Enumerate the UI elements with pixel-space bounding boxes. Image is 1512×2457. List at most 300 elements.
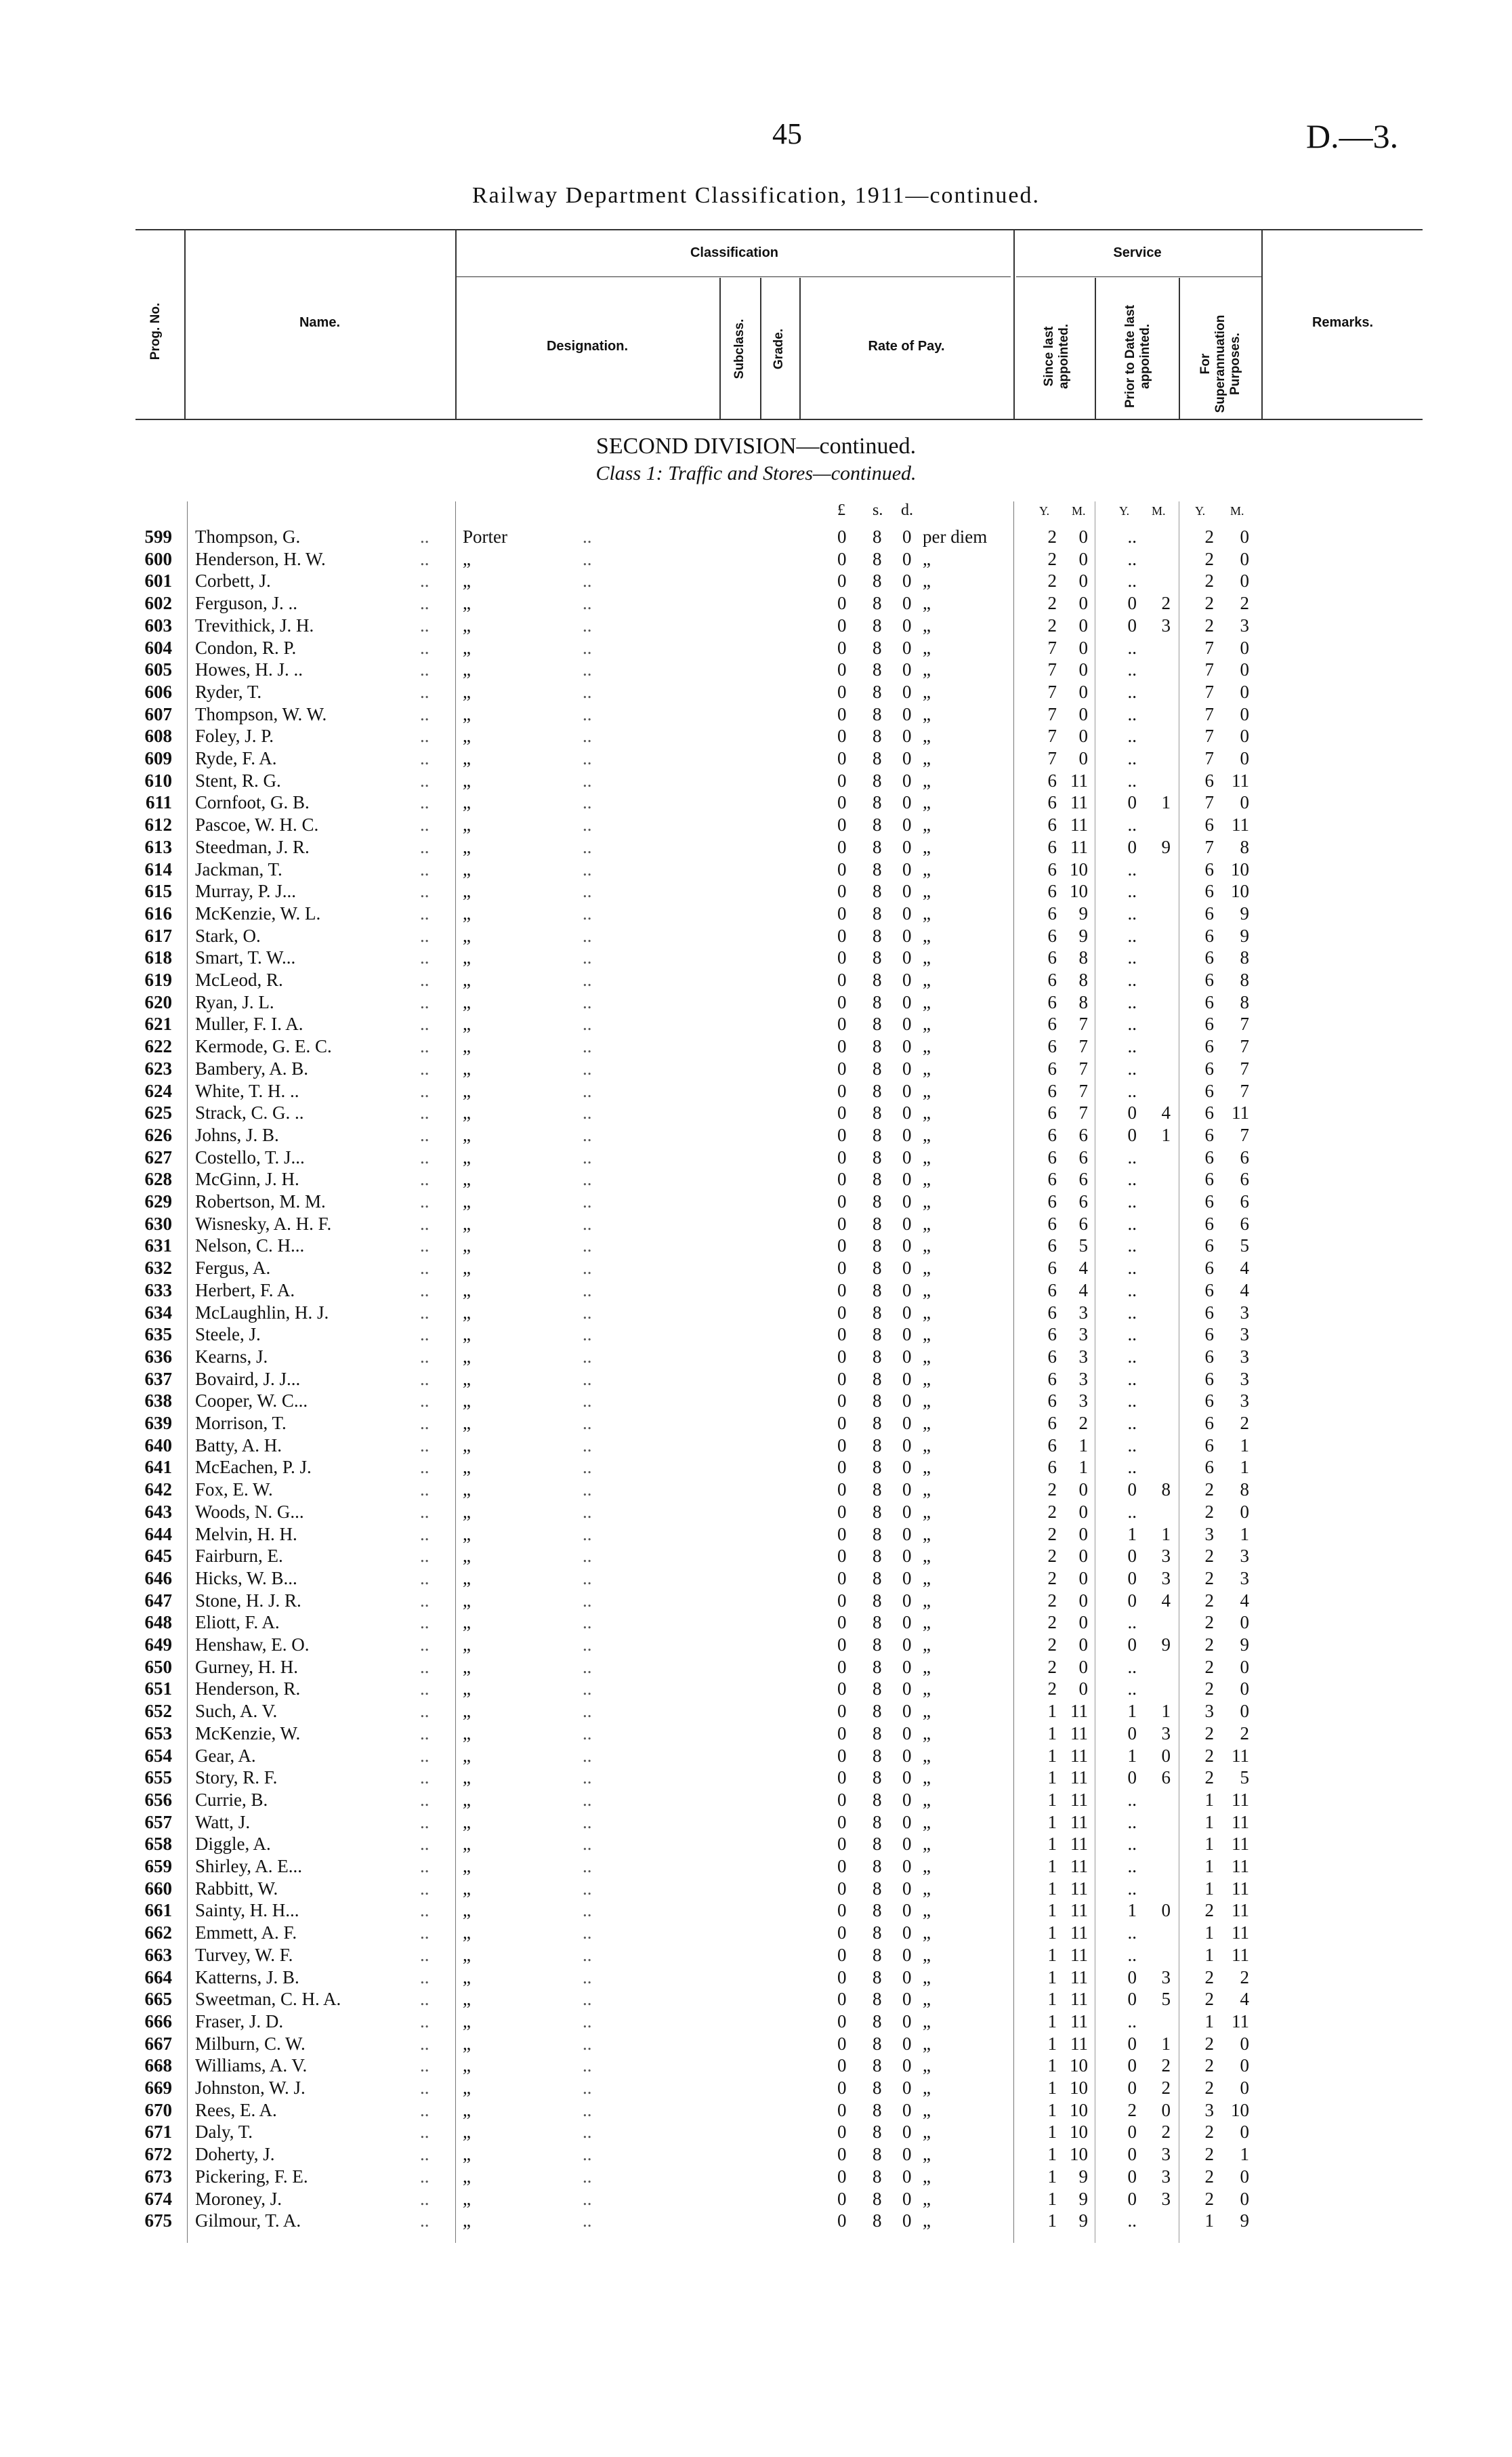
employee-name: Henderson, H. W. — [195, 548, 326, 569]
rate-pounds: 0 — [837, 1590, 847, 1611]
dot-leader: .. — [420, 1678, 429, 1699]
rate-pounds: 0 — [837, 2055, 847, 2076]
prog-number: 674 — [144, 2188, 172, 2209]
super-years: 7 — [1204, 681, 1214, 702]
rate-pounds: 0 — [837, 1058, 847, 1079]
prog-number: 643 — [144, 1501, 172, 1522]
designation: „ — [463, 1966, 471, 1987]
designation: „ — [463, 1258, 471, 1279]
table-row — [0, 747, 1512, 770]
prog-number: 604 — [144, 637, 172, 658]
rate-period: „ — [923, 1213, 931, 1234]
designation: „ — [463, 1856, 471, 1876]
rate-pounds: 0 — [837, 1014, 847, 1035]
rate-period: „ — [923, 836, 931, 857]
prior-years: .. — [1127, 1834, 1137, 1855]
employee-name: McLeod, R. — [195, 970, 283, 990]
rate-shillings: 8 — [873, 2188, 882, 2209]
super-months: 9 — [1240, 2210, 1249, 2231]
rate-period: „ — [923, 1900, 931, 1921]
rate-period: „ — [923, 1169, 931, 1190]
super-years: 7 — [1204, 703, 1214, 724]
since-months: 1 — [1078, 1457, 1088, 1478]
rate-pounds: 0 — [837, 2010, 847, 2031]
dot-leader: .. — [420, 1346, 429, 1367]
table-row — [0, 1080, 1512, 1102]
table-row — [0, 1235, 1512, 1257]
dot-leader: .. — [420, 925, 429, 946]
super-years: 2 — [1204, 1612, 1214, 1633]
rate-pence: 0 — [902, 1235, 912, 1256]
super-months: 2 — [1240, 1722, 1249, 1743]
rate-period: „ — [923, 1036, 931, 1057]
rate-period: „ — [923, 1789, 931, 1810]
employee-name: Gear, A. — [195, 1745, 256, 1766]
designation: „ — [463, 1722, 471, 1743]
rate-pence: 0 — [902, 1302, 912, 1323]
prog-number: 623 — [144, 1058, 172, 1079]
since-months: 6 — [1078, 1213, 1088, 1234]
dot-leader: .. — [583, 548, 592, 569]
since-years: 6 — [1047, 1390, 1057, 1411]
since-months: 8 — [1078, 970, 1088, 990]
prior-years: 0 — [1127, 1634, 1137, 1655]
prog-number: 634 — [144, 1302, 172, 1323]
col-classification: Classification — [690, 245, 779, 260]
rate-pence: 0 — [902, 1479, 912, 1500]
dot-leader: .. — [583, 726, 592, 747]
rate-period: „ — [923, 1701, 931, 1722]
prior-months: 2 — [1161, 593, 1171, 614]
super-months: 0 — [1240, 703, 1249, 724]
since-months: 10 — [1070, 2099, 1088, 2120]
rate-period: „ — [923, 1058, 931, 1079]
employee-name: McLaughlin, H. J. — [195, 1302, 329, 1323]
rate-pence: 0 — [902, 659, 912, 680]
since-months: 6 — [1078, 1147, 1088, 1168]
rate-pence: 0 — [902, 1058, 912, 1079]
table-row — [0, 1390, 1512, 1412]
table-row — [0, 1434, 1512, 1457]
rate-pounds: 0 — [837, 1745, 847, 1766]
super-years: 6 — [1204, 881, 1214, 902]
super-months: 3 — [1240, 1302, 1249, 1323]
super-months: 11 — [1232, 1789, 1249, 1810]
super-years: 7 — [1204, 792, 1214, 813]
rate-pounds: 0 — [837, 1523, 847, 1544]
super-months: 0 — [1240, 792, 1249, 813]
rate-shillings: 8 — [873, 571, 882, 592]
dot-leader: .. — [420, 1147, 429, 1168]
dot-leader: .. — [420, 1014, 429, 1035]
dot-leader: .. — [420, 593, 429, 614]
dot-leader: .. — [583, 903, 592, 924]
since-months: 0 — [1078, 1546, 1088, 1567]
since-months: 0 — [1078, 1678, 1088, 1699]
super-months: 7 — [1240, 1080, 1249, 1101]
super-years: 3 — [1204, 2099, 1214, 2120]
dot-leader: .. — [420, 1324, 429, 1345]
super-months: 0 — [1240, 571, 1249, 592]
rate-shillings: 8 — [873, 1213, 882, 1234]
since-years: 2 — [1047, 1546, 1057, 1567]
rate-period: „ — [923, 1324, 931, 1345]
table-row — [0, 2010, 1512, 2033]
rate-period: „ — [923, 1811, 931, 1832]
prior-months: 9 — [1161, 1634, 1171, 1655]
prog-number: 669 — [144, 2078, 172, 2098]
dot-leader: .. — [420, 903, 429, 924]
super-months: 11 — [1232, 1811, 1249, 1832]
designation: „ — [463, 1169, 471, 1190]
designation: „ — [463, 1834, 471, 1855]
prog-number: 609 — [144, 748, 172, 768]
employee-name: Such, A. V. — [195, 1701, 278, 1722]
dot-leader: .. — [583, 1191, 592, 1212]
rate-shillings: 8 — [873, 1656, 882, 1677]
since-years: 1 — [1047, 1722, 1057, 1743]
prior-months: 0 — [1161, 2099, 1171, 2120]
table-row — [0, 1855, 1512, 1878]
rate-pence: 0 — [902, 1567, 912, 1588]
super-years: 6 — [1204, 970, 1214, 990]
employee-name: Pascoe, W. H. C. — [195, 814, 319, 835]
table-row — [0, 770, 1512, 792]
employee-name: Thompson, W. W. — [195, 703, 327, 724]
since-years: 6 — [1047, 1014, 1057, 1035]
since-months: 11 — [1070, 814, 1088, 835]
prog-number: 638 — [144, 1390, 172, 1411]
rate-pounds: 0 — [837, 2166, 847, 2187]
rate-pounds: 0 — [837, 792, 847, 813]
table-row — [0, 1944, 1512, 1966]
dot-leader: .. — [420, 836, 429, 857]
rate-pounds: 0 — [837, 1789, 847, 1810]
rate-period: „ — [923, 1634, 931, 1655]
since-years: 1 — [1047, 2210, 1057, 2231]
prior-years: 0 — [1127, 2144, 1137, 2165]
dot-leader: .. — [420, 548, 429, 569]
prior-years: .. — [1127, 859, 1137, 880]
super-years: 6 — [1204, 1324, 1214, 1345]
rate-shillings: 8 — [873, 726, 882, 747]
dot-leader: .. — [420, 637, 429, 658]
since-months: 3 — [1078, 1324, 1088, 1345]
super-years: 6 — [1204, 1457, 1214, 1478]
rate-shillings: 8 — [873, 1014, 882, 1035]
rate-pounds: 0 — [837, 1390, 847, 1411]
dot-leader: .. — [583, 1678, 592, 1699]
dot-leader: .. — [420, 970, 429, 990]
rate-pence: 0 — [902, 1169, 912, 1190]
rate-pence: 0 — [902, 1767, 912, 1788]
dot-leader: .. — [583, 1722, 592, 1743]
rate-period: „ — [923, 1279, 931, 1300]
prog-number: 645 — [144, 1546, 172, 1567]
prog-number: 631 — [144, 1235, 172, 1256]
prior-years: .. — [1127, 881, 1137, 902]
dot-leader: .. — [420, 991, 429, 1012]
dot-leader: .. — [583, 659, 592, 680]
rate-pounds: 0 — [837, 593, 847, 614]
rate-period: „ — [923, 2078, 931, 2098]
table-row — [0, 1058, 1512, 1080]
since-years: 2 — [1047, 1678, 1057, 1699]
since-months: 0 — [1078, 1479, 1088, 1500]
prior-years: .. — [1127, 770, 1137, 791]
prior-years: .. — [1127, 1856, 1137, 1876]
dot-leader: .. — [420, 1258, 429, 1279]
super-years: 6 — [1204, 947, 1214, 968]
super-years: 6 — [1204, 1346, 1214, 1367]
prog-number: 628 — [144, 1169, 172, 1190]
rate-shillings: 8 — [873, 1878, 882, 1899]
prior-years: .. — [1127, 925, 1137, 946]
prior-months: 2 — [1161, 2078, 1171, 2098]
since-months: 0 — [1078, 1612, 1088, 1633]
super-months: 7 — [1240, 1124, 1249, 1145]
since-years: 1 — [1047, 1701, 1057, 1722]
employee-name: Shirley, A. E... — [195, 1856, 302, 1876]
employee-name: Murray, P. J... — [195, 881, 297, 902]
dot-leader: .. — [420, 1390, 429, 1411]
rate-shillings: 8 — [873, 1501, 882, 1522]
designation: „ — [463, 1235, 471, 1256]
since-months: 0 — [1078, 726, 1088, 747]
prog-number: 615 — [144, 881, 172, 902]
unit-prior-m: M. — [1152, 504, 1166, 518]
designation: „ — [463, 1900, 471, 1921]
super-years: 2 — [1204, 1745, 1214, 1766]
since-months: 5 — [1078, 1235, 1088, 1256]
since-years: 6 — [1047, 1169, 1057, 1190]
since-months: 11 — [1070, 1856, 1088, 1876]
super-months: 11 — [1232, 1856, 1249, 1876]
rate-pence: 0 — [902, 1989, 912, 2010]
prior-years: .. — [1127, 1169, 1137, 1190]
prog-number: 659 — [144, 1856, 172, 1876]
super-years: 2 — [1204, 1900, 1214, 1921]
super-years: 6 — [1204, 1390, 1214, 1411]
rate-shillings: 8 — [873, 1900, 882, 1921]
employee-name: Ryde, F. A. — [195, 748, 277, 768]
designation: „ — [463, 571, 471, 592]
super-months: 3 — [1240, 1390, 1249, 1411]
prior-months: 3 — [1161, 2166, 1171, 2187]
prog-number: 620 — [144, 991, 172, 1012]
prior-years: 0 — [1127, 1546, 1137, 1567]
prior-years: .. — [1127, 1434, 1137, 1455]
prog-number: 637 — [144, 1368, 172, 1389]
page-number: 45 — [772, 117, 802, 150]
designation: „ — [463, 1213, 471, 1234]
rate-pence: 0 — [902, 1258, 912, 1279]
col-designation: Designation. — [546, 339, 628, 354]
prog-number: 605 — [144, 659, 172, 680]
dot-leader: .. — [420, 1900, 429, 1921]
prior-months: 5 — [1161, 1989, 1171, 2010]
rate-pence: 0 — [902, 703, 912, 724]
since-months: 9 — [1078, 2210, 1088, 2231]
rate-pounds: 0 — [837, 1722, 847, 1743]
designation: „ — [463, 859, 471, 880]
super-years: 1 — [1204, 1878, 1214, 1899]
rate-shillings: 8 — [873, 770, 882, 791]
prior-years: 0 — [1127, 1102, 1137, 1123]
super-years: 6 — [1204, 1124, 1214, 1145]
table-row — [0, 1988, 1512, 2010]
rate-period: „ — [923, 947, 931, 968]
since-years: 1 — [1047, 1834, 1057, 1855]
dot-leader: .. — [583, 1279, 592, 1300]
employee-name: Milburn, C. W. — [195, 2033, 306, 2054]
prog-number: 662 — [144, 1922, 172, 1943]
super-months: 11 — [1232, 1834, 1249, 1855]
since-years: 2 — [1047, 571, 1057, 592]
prior-years: .. — [1127, 1147, 1137, 1168]
prog-number: 625 — [144, 1102, 172, 1123]
rate-pounds: 0 — [837, 1302, 847, 1323]
designation: „ — [463, 1102, 471, 1123]
employee-name: McKenzie, W. L. — [195, 903, 321, 924]
super-months: 11 — [1232, 1102, 1249, 1123]
rate-period: „ — [923, 2055, 931, 2076]
since-months: 0 — [1078, 1590, 1088, 1611]
rate-period: „ — [923, 1147, 931, 1168]
since-months: 8 — [1078, 991, 1088, 1012]
rate-shillings: 8 — [873, 681, 882, 702]
super-years: 6 — [1204, 1191, 1214, 1212]
employee-name: Condon, R. P. — [195, 637, 297, 658]
prog-number: 644 — [144, 1523, 172, 1544]
designation: „ — [463, 2033, 471, 2054]
super-months: 11 — [1232, 814, 1249, 835]
dot-leader: .. — [583, 1479, 592, 1500]
rate-pounds: 0 — [837, 1900, 847, 1921]
dot-leader: .. — [420, 947, 429, 968]
rate-shillings: 8 — [873, 1479, 882, 1500]
dot-leader: .. — [583, 1567, 592, 1588]
dot-leader: .. — [420, 1036, 429, 1057]
since-months: 11 — [1070, 836, 1088, 857]
rate-pounds: 0 — [837, 1124, 847, 1145]
employee-name: Morrison, T. — [195, 1413, 287, 1433]
super-months: 9 — [1240, 925, 1249, 946]
class-heading: Class 1: Traffic and Stores—continued. — [595, 462, 917, 484]
prior-years: .. — [1127, 1346, 1137, 1367]
super-months: 0 — [1240, 748, 1249, 768]
dot-leader: .. — [420, 1279, 429, 1300]
dot-leader: .. — [583, 2188, 592, 2209]
since-years: 6 — [1047, 1258, 1057, 1279]
since-years: 2 — [1047, 1612, 1057, 1633]
rate-shillings: 8 — [873, 1634, 882, 1655]
prior-years: .. — [1127, 1789, 1137, 1810]
dot-leader: .. — [583, 1368, 592, 1389]
rate-pounds: 0 — [837, 1634, 847, 1655]
rate-period: „ — [923, 925, 931, 946]
rate-pence: 0 — [902, 615, 912, 636]
since-years: 6 — [1047, 814, 1057, 835]
dot-leader: .. — [420, 1722, 429, 1743]
rate-pounds: 0 — [837, 2078, 847, 2098]
rate-period: „ — [923, 2033, 931, 2054]
rate-period: „ — [923, 1235, 931, 1256]
designation: „ — [463, 1479, 471, 1500]
since-months: 11 — [1070, 792, 1088, 813]
since-months: 11 — [1070, 1900, 1088, 1921]
employee-name: Hicks, W. B... — [195, 1567, 297, 1588]
table-row — [0, 1700, 1512, 1722]
dot-leader: .. — [583, 571, 592, 592]
rate-pence: 0 — [902, 2099, 912, 2120]
employee-name: Steedman, J. R. — [195, 836, 310, 857]
dot-leader: .. — [583, 2210, 592, 2231]
rate-period: „ — [923, 637, 931, 658]
dot-leader: .. — [420, 1457, 429, 1478]
employee-name: Stark, O. — [195, 925, 261, 946]
rate-period: „ — [923, 970, 931, 990]
prog-number: 613 — [144, 836, 172, 857]
prior-years: .. — [1127, 1014, 1137, 1035]
super-months: 0 — [1240, 1501, 1249, 1522]
dot-leader: .. — [583, 970, 592, 990]
super-years: 2 — [1204, 1479, 1214, 1500]
since-months: 0 — [1078, 703, 1088, 724]
dot-leader: .. — [420, 526, 429, 547]
super-years: 6 — [1204, 1368, 1214, 1389]
designation: „ — [463, 1634, 471, 1655]
super-months: 3 — [1240, 1368, 1249, 1389]
designation: „ — [463, 548, 471, 569]
prog-number: 603 — [144, 615, 172, 636]
rate-period: per diem — [923, 526, 988, 547]
employee-name: Howes, H. J. .. — [195, 659, 303, 680]
employee-name: Wisnesky, A. H. F. — [195, 1213, 332, 1234]
prior-months: 9 — [1161, 836, 1171, 857]
rate-shillings: 8 — [873, 1966, 882, 1987]
table-row — [0, 1966, 1512, 1989]
rate-pounds: 0 — [837, 947, 847, 968]
table-row — [0, 615, 1512, 637]
super-months: 0 — [1240, 2033, 1249, 2054]
rate-shillings: 8 — [873, 2078, 882, 2098]
rate-shillings: 8 — [873, 1124, 882, 1145]
prior-years: 0 — [1127, 2166, 1137, 2187]
rate-shillings: 8 — [873, 1235, 882, 1256]
table-row — [0, 947, 1512, 969]
prior-months: 1 — [1161, 1701, 1171, 1722]
rate-pounds: 0 — [837, 1324, 847, 1345]
since-months: 10 — [1070, 859, 1088, 880]
dot-leader: .. — [420, 681, 429, 702]
col-prog-no: Prog. No. — [148, 302, 163, 360]
super-months: 6 — [1240, 1147, 1249, 1168]
dot-leader: .. — [420, 1745, 429, 1766]
dot-leader: .. — [420, 2078, 429, 2098]
designation: „ — [463, 770, 471, 791]
super-years: 1 — [1204, 1856, 1214, 1876]
rate-pence: 0 — [902, 1434, 912, 1455]
dot-leader: .. — [583, 526, 592, 547]
prog-number: 636 — [144, 1346, 172, 1367]
page-title: Railway Department Classification, 1911—continued. — [471, 183, 1041, 208]
table-row — [0, 2077, 1512, 2099]
since-years: 6 — [1047, 925, 1057, 946]
dot-leader: .. — [420, 1191, 429, 1212]
designation: „ — [463, 836, 471, 857]
since-months: 9 — [1078, 2166, 1088, 2187]
